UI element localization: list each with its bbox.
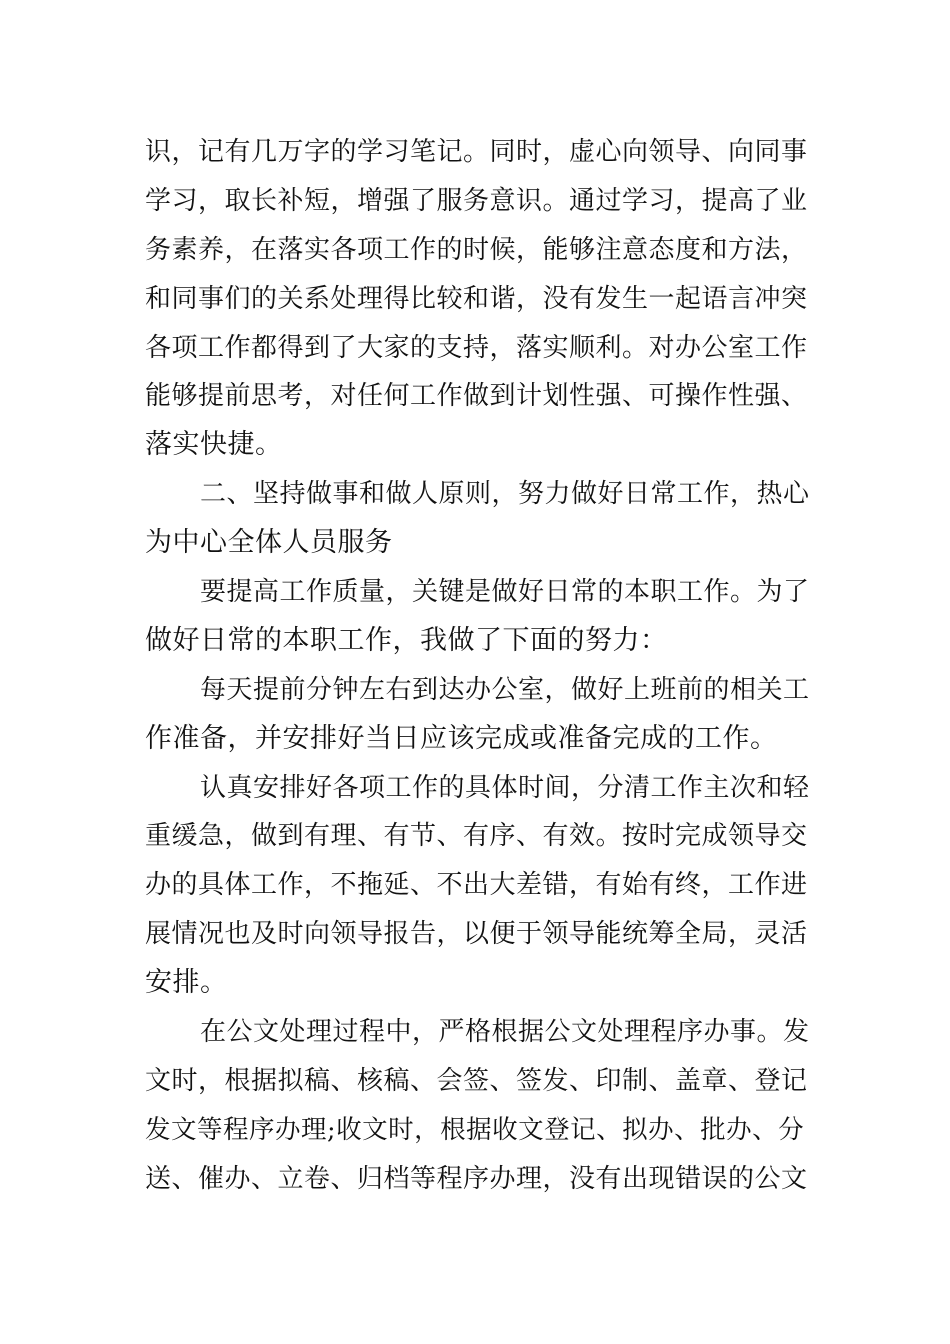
text-line: 文时，根据拟稿、核稿、会签、签发、印制、盖章、登记 bbox=[145, 1065, 808, 1096]
text-line: 送、催办、立卷、归档等程序办理，没有出现错误的公文 bbox=[145, 1163, 808, 1194]
text-line: 发文等程序办理;收文时，根据收文登记、拟办、批办、分 bbox=[145, 1114, 805, 1145]
text-line: 学习，取长补短，增强了服务意识。通过学习，提高了业 bbox=[145, 185, 808, 216]
text-line: 在公文处理过程中，严格根据公文处理程序办事。发 bbox=[200, 1017, 810, 1048]
text-line: 落实快捷。 bbox=[145, 429, 283, 461]
text-line: 识，记有几万字的学习笔记。同时，虚心向领导、向同事 bbox=[145, 137, 808, 167]
text-line: 作准备，并安排好当日应该完成或准备完成的工作。 bbox=[145, 722, 778, 754]
text-line: 认真安排好各项工作的具体时间，分清工作主次和轻 bbox=[200, 772, 810, 803]
text-line: 务素养，在落实各项工作的时候，能够注意态度和方法， bbox=[145, 234, 808, 265]
text-line: 展情况也及时向领导报告，以便于领导能统筹全局，灵活 bbox=[145, 919, 808, 950]
text-line: 做好日常的本职工作，我做了下面的努力： bbox=[145, 624, 668, 656]
text-line: 各项工作都得到了大家的支持，落实顺利。对办公室工作 bbox=[145, 332, 808, 363]
text-line: 重缓急，做到有理、有节、有序、有效。按时完成领导交 bbox=[145, 821, 808, 852]
text-line: 安排。 bbox=[145, 967, 228, 999]
text-line: 每天提前分钟左右到达办公室，做好上班前的相关工 bbox=[200, 674, 810, 705]
document-body bbox=[145, 128, 810, 1204]
text-line: 办的具体工作，不拖延、不出大差错，有始有终，工作进 bbox=[145, 870, 808, 901]
text-line: 为中心全体人员服务 bbox=[145, 527, 393, 559]
text-line: 能够提前思考，对任何工作做到计划性强、可操作性强、 bbox=[145, 381, 808, 412]
text-line: 要提高工作质量，关键是做好日常的本职工作。为了 bbox=[200, 577, 810, 608]
text-line: 二、坚持做事和做人原则，努力做好日常工作，热心 bbox=[200, 479, 810, 510]
text-line: 和同事们的关系处理得比较和谐，没有发生一起语言冲突 bbox=[145, 283, 808, 314]
